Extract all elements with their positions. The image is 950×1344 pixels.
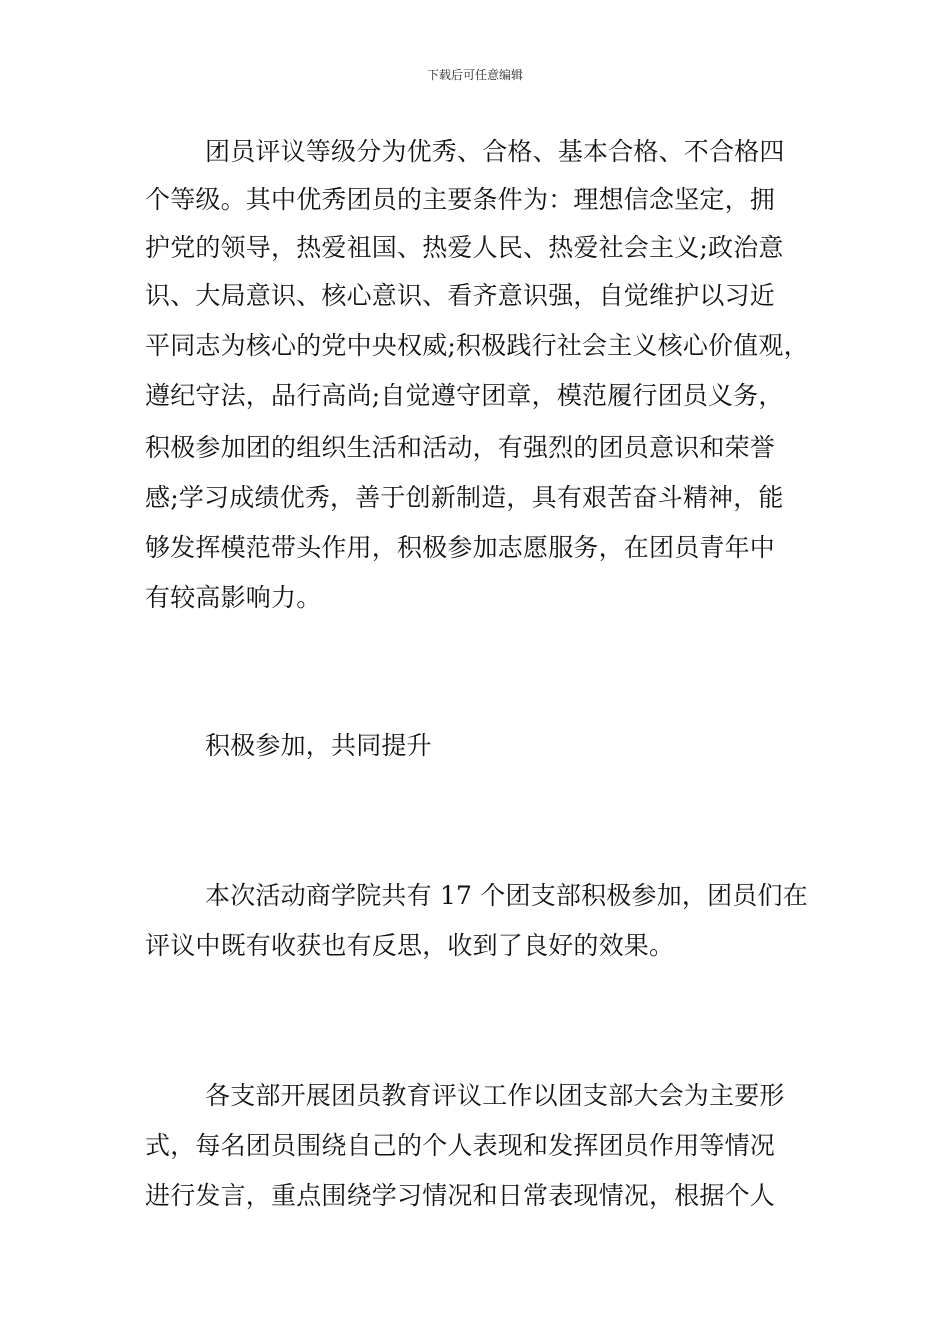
paragraph-line: 团员评议等级分为优秀、合格、基本合格、不合格四 bbox=[205, 137, 785, 166]
paragraph-line: 式，每名团员围绕自己的个人表现和发挥团员作用等情况 bbox=[145, 1131, 776, 1160]
paragraph-line: 遵纪守法，品行高尚;自觉遵守团章，模范履行团员义务， bbox=[145, 381, 784, 410]
paragraph-line: 护党的领导，热爱祖国、热爱人民、热爱社会主义;政治意 bbox=[145, 233, 784, 262]
paragraph-line: 各支部开展团员教育评议工作以团支部大会为主要形 bbox=[205, 1081, 785, 1110]
page-header: 下载后可任意编辑 bbox=[426, 68, 523, 82]
paragraph-line: 够发挥模范带头作用，积极参加志愿服务，在团员青年中 bbox=[145, 533, 776, 562]
paragraph-line: 进行发言，重点围绕学习情况和日常表现情况，根据个人 bbox=[145, 1181, 776, 1210]
paragraph-line: 识、大局意识、核心意识、看齐意识强，自觉维护以习近 bbox=[145, 281, 776, 310]
paragraph-line: 平同志为核心的党中央权威;积极践行社会主义核心价值观， bbox=[145, 331, 809, 360]
paragraph-line: 感;学习成绩优秀，善于创新制造，具有艰苦奋斗精神，能 bbox=[145, 483, 784, 512]
section-heading: 积极参加，共同提升 bbox=[205, 731, 432, 760]
paragraph-line: 有较高影响力。 bbox=[145, 583, 322, 612]
paragraph-line: 个等级。其中优秀团员的主要条件为：理想信念坚定，拥 bbox=[145, 185, 776, 214]
paragraph-line: 评议中既有收获也有反思，收到了良好的效果。 bbox=[145, 931, 675, 960]
paragraph-line: 本次活动商学院共有 17 个团支部积极参加，团员们在 bbox=[205, 881, 808, 910]
paragraph-line: 积极参加团的组织生活和活动，有强烈的团员意识和荣誉 bbox=[145, 433, 776, 462]
